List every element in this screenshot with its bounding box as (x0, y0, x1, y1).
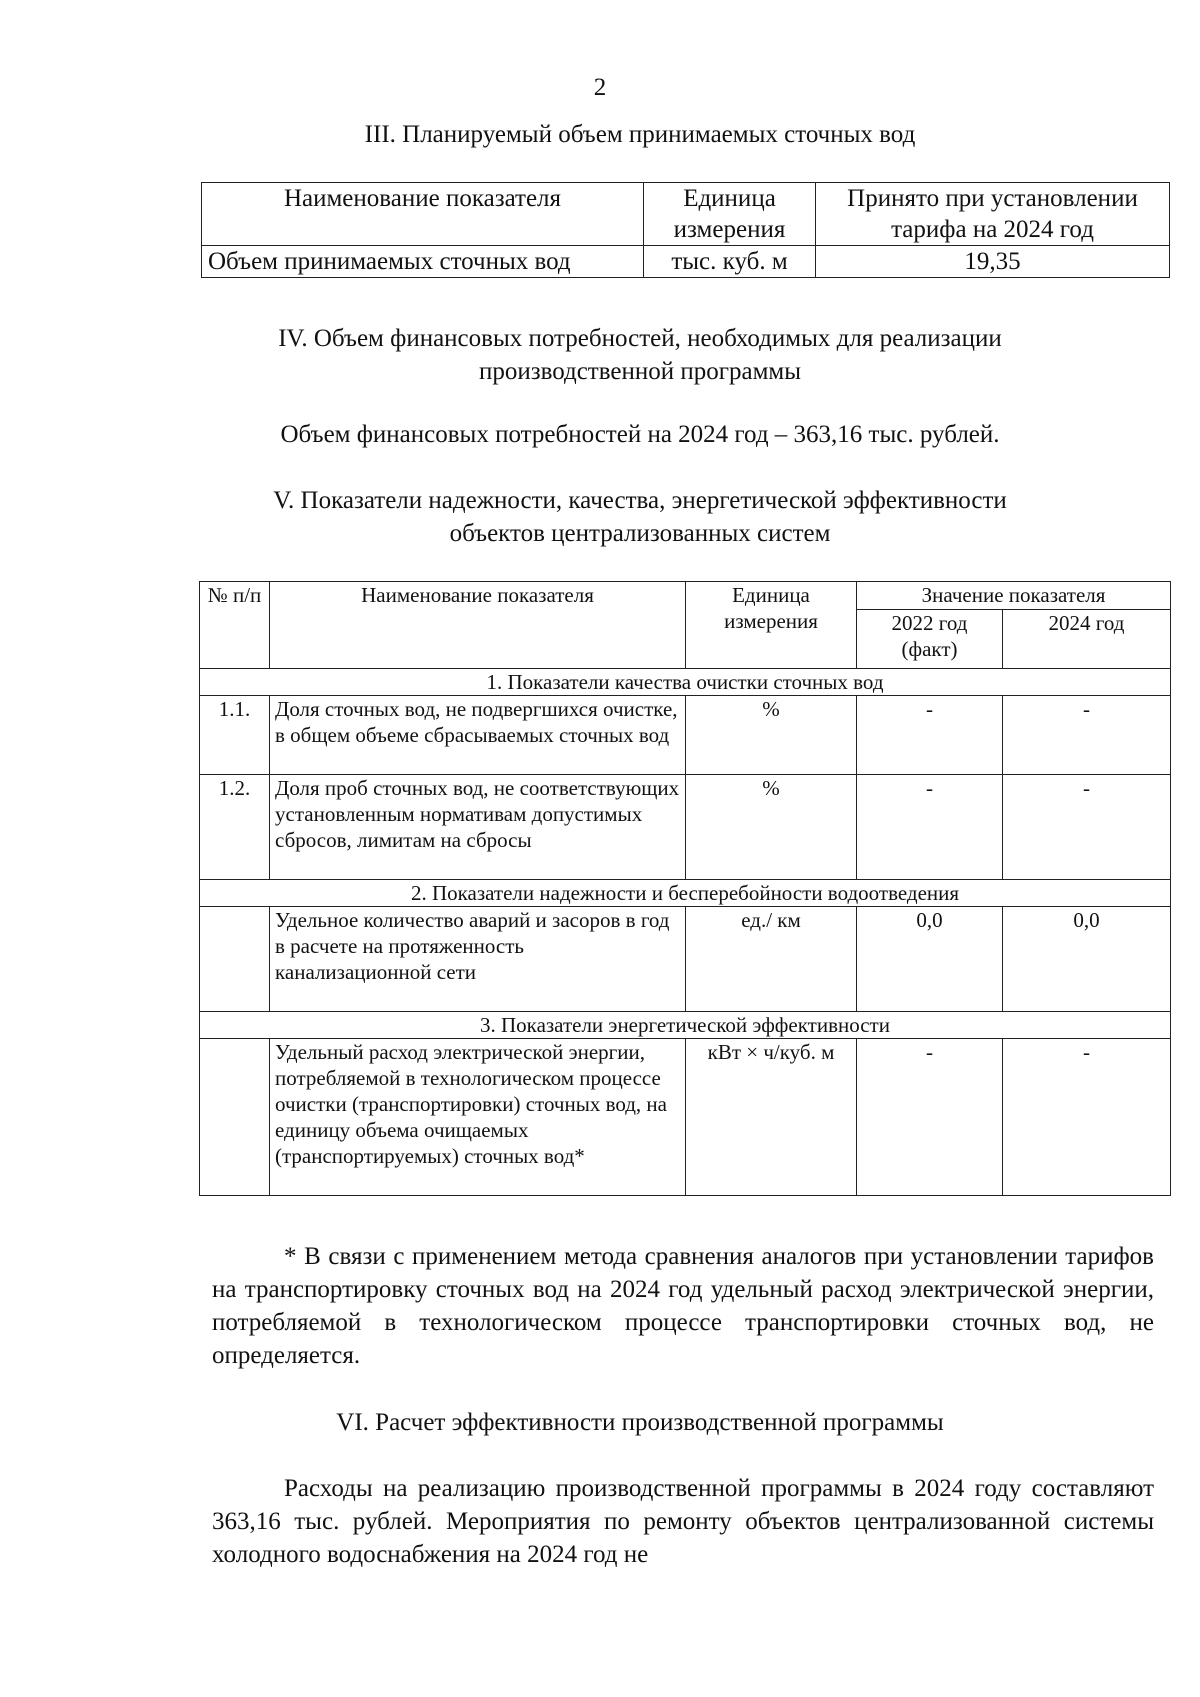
section4-text: Объем финансовых потребностей на 2024 год – 363,16 тыс. рублей. (280, 421, 1000, 448)
cell-num: 1.2. (200, 775, 270, 880)
table-row (202, 246, 1170, 278)
section5-title-line2: объектов централизованных систем (449, 520, 831, 547)
cell-2024: - (1003, 775, 1171, 880)
indicators-table (199, 581, 1171, 1196)
cell-2024: 0,0 (1003, 907, 1171, 1012)
cell-value: 19,35 (816, 246, 1170, 278)
wastewater-volume-table (201, 182, 1170, 278)
section3-title: III. Планируемый объем принимаемых сточных вод (364, 121, 916, 148)
section5-title-line1: V. Показатели надежности, качества, энергетической эффективности (273, 487, 1007, 514)
header-2022: 2022 год (факт) (857, 610, 1003, 669)
header-unit: Единица измерения (644, 183, 816, 246)
group-row (200, 880, 1171, 907)
table-row (200, 1039, 1171, 1196)
header-2024: 2024 год (1003, 610, 1171, 669)
section6-title: VI. Расчет эффективности производственной программы (336, 1409, 944, 1436)
table-header-row (202, 183, 1170, 246)
cell-2022: - (857, 1039, 1003, 1196)
cell-2022: 0,0 (857, 907, 1003, 1012)
header-value: Значение показателя (857, 582, 1171, 610)
header-unit: Единица измерения (686, 582, 857, 669)
cell-2024: - (1003, 696, 1171, 775)
group-row (200, 1012, 1171, 1039)
header-accepted: Принято при установлении тарифа на 2024 год (816, 183, 1170, 246)
page-number: 2 (593, 74, 607, 101)
cell-name: Объем принимаемых сточных вод (202, 246, 644, 278)
table-row (200, 775, 1171, 880)
header-name: Наименование показателя (202, 183, 644, 246)
cell-num (200, 1039, 270, 1196)
cell-unit: ед./ км (686, 907, 857, 1012)
cell-unit: тыс. куб. м (644, 246, 816, 278)
cell-unit: кВт × ч/куб. м (686, 1039, 857, 1196)
group-energy: 3. Показатели энергетической эффективности (200, 1012, 1171, 1039)
cell-name: Доля проб сточных вод, не соответствующих установленным нормативам допустимых сбросов, лимитам на сбросы (270, 775, 686, 880)
cell-2024: - (1003, 1039, 1171, 1196)
cell-name: Удельное количество аварий и засоров в год в расчете на протяженность канализационной сети (270, 907, 686, 1012)
group-row (200, 669, 1171, 696)
table-header-row (200, 582, 1171, 610)
group-quality: 1. Показатели качества очистки сточных вод (200, 669, 1171, 696)
cell-unit: % (686, 775, 857, 880)
table-row (200, 696, 1171, 775)
footnote: * В связи с применением метода сравнения аналогов при установлении тарифов на транспортировку сточных вод на 2024 год удельный расход электрической энергии, потребляемой в технологическом процессе транспортировки сточных вод, не определяется. (212, 1243, 1154, 1369)
cell-name: Доля сточных вод, не подвергшихся очистке, в общем объеме сбрасываемых сточных вод (270, 696, 686, 775)
header-name: Наименование показателя (270, 582, 686, 669)
table-row (200, 907, 1171, 1012)
cell-2022: - (857, 775, 1003, 880)
cell-unit: % (686, 696, 857, 775)
header-num: № п/п (200, 582, 270, 669)
cell-name: Удельный расход электрической энергии, потребляемой в технологическом процессе очистки (транспортировки) сточных вод, на единицу объема очищаемых (транспортируемых) сточных вод* (270, 1039, 686, 1196)
cell-num (200, 907, 270, 1012)
cell-num: 1.1. (200, 696, 270, 775)
section4-title-line2: производственной программы (478, 358, 802, 385)
section6-text: Расходы на реализацию производственной программы в 2024 году составляют 363,16 тыс. рублей. Мероприятия по ремонту объектов централизованной системы холодного водоснабжения на 2024 год не (212, 1475, 1154, 1568)
group-reliability: 2. Показатели надежности и бесперебойности водоотведения (200, 880, 1171, 907)
section4-title-line1: IV. Объем финансовых потребностей, необходимых для реализации (278, 325, 1002, 352)
cell-2022: - (857, 696, 1003, 775)
